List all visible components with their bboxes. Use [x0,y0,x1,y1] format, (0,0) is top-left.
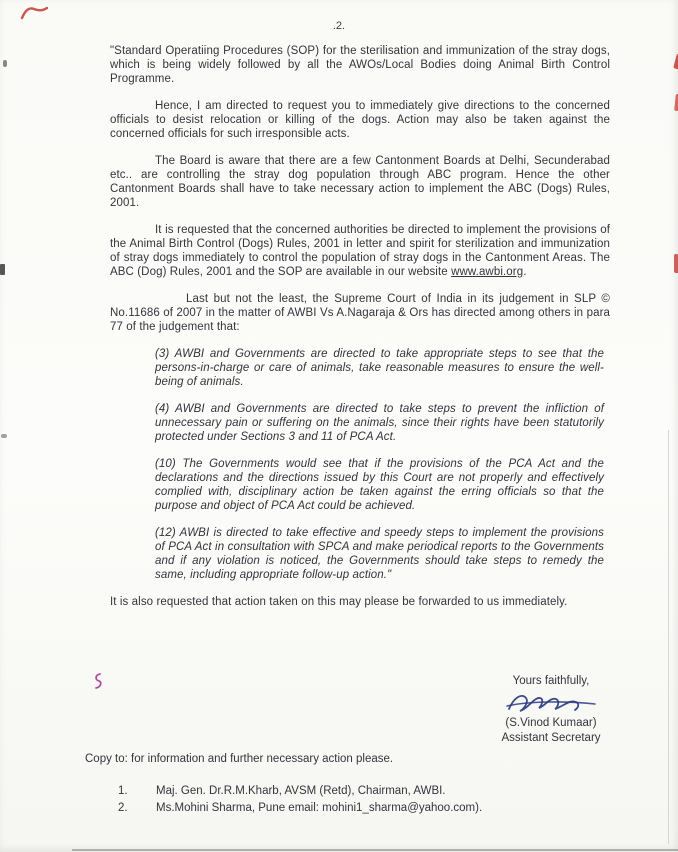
paragraph-abc-rules [110,223,610,279]
scan-smudge-left-2 [0,264,5,275]
signatory-title: Assistant Secretary [501,732,601,744]
red-pen-mark-right-1 [673,53,678,69]
valediction: Yours faithfully, [512,675,590,687]
judgement-quote-12: (12) AWBI is directed to take effective and speedy steps to implement the provisions of PCA Act in consultation with SPCA and make periodical reports to the Governments and if any violation is noticed, the Governments should take steps to remedy the same, including appropriate follow-up action." [155,527,604,581]
scan-edge-bottom [72,849,678,851]
red-pen-mark-top-left [20,4,48,21]
signatory-name: (S.Vinod Kumaar) [505,717,597,729]
scan-edge-right [668,430,669,844]
paragraph-sop: "Standard Operatiing Procedures (SOP) for the sterilisation and immunization of the stray dogs, which is being widely followed by all the AWOs/Local Bodies doing Animal Birth Control Programme. [110,45,610,85]
copy-item-1-text: Maj. Gen. Dr.R.M.Kharb, AVSM (Retd), Chairman, AWBI. [156,785,446,797]
red-pen-mark-right-3 [674,254,678,273]
copy-to-list [85,783,595,817]
copy-item-1 [85,783,595,800]
copy-item-2-text: Ms.Mohini Sharma, Pune email: mohini1_sharma@yahoo.com). [156,802,483,814]
copy-to-section [85,752,595,817]
copy-to-heading: Copy to: for information and further necessary action please. [85,753,394,765]
letter-body [110,44,610,609]
paragraph-cantonment-boards: The Board is aware that there are a few Cantonment Boards at Delhi, Secunderabad etc.. are controlling the stray dog population through ABC program. Hence the other Cantonment Boards shall have to take necessary action to implement the ABC (Dogs) Rules, 2001. [110,155,610,209]
magenta-pen-mark [92,672,104,690]
judgement-quote-4: (4) AWBI and Governments are directed to take steps to prevent the infliction of unnecessary pain or suffering on the animals, since their rights have been statutorily protected under Sections 3 and 11 of PCA Act. [155,403,604,443]
paragraph-closing: It is also requested that action taken on this may please be forwarded to us immediately. [110,596,568,608]
scan-smudge-left-3 [1,434,7,438]
paragraph-supreme-court: Last but not the least, the Supreme Court of India in its judgement in SLP © No.11686 of 2007 in the matter of AWBI Vs A.Nagaraja & Ors has directed among others in para 77 of the judgement that: [110,293,610,333]
copy-item-1-number: 1. [118,785,128,797]
paragraph-abc-rules-period: . [523,266,527,278]
page-number: .2. [332,20,346,32]
copy-item-2 [85,800,595,817]
judgement-quote-10: (10) The Governments would see that if the provisions of the PCA Act and the declarations and the directions issued by this Court are not properly and effectively complied with, disciplinary action be taken against the erring officials so that the purpose and object of PCA Act could be achieved. [155,458,604,512]
signature-block [488,674,614,746]
awbi-website-link[interactable]: www.awbi.org [451,266,524,278]
handwritten-signature [505,690,597,718]
copy-item-2-number: 2. [118,802,128,814]
scan-smudge-left-1 [3,60,7,67]
judgement-quote-3: (3) AWBI and Governments are directed to take appropriate steps to see that the persons-in-charge or care of animals, take reasonable measures to ensure the well-being of animals. [155,348,604,388]
paragraph-request-directions: Hence, I am directed to request you to immediately give directions to the concerned officials to desist relocation or killing of the dogs. Action may also be taken against the concerned officials for such irresponsible acts. [110,100,610,140]
red-pen-mark-right-2 [674,94,678,111]
paragraph-abc-rules-text: It is requested that the concerned authorities be directed to implement the provisions of the Animal Birth Control (Dogs) Rules, 2001 in letter and spirit for sterilization and immunization of stray dogs immediately to control the population of stray dogs in the Cantonment Areas. The ABC (Dog) Rules, 2001 and the SOP are available in our website [110,224,610,278]
